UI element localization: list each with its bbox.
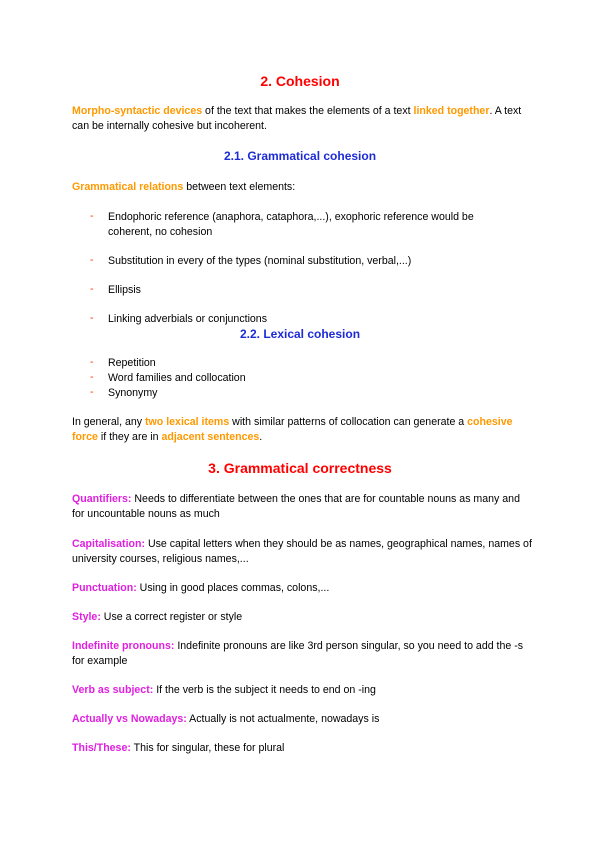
- list-item: Synonymy: [108, 387, 158, 399]
- grammatical-relations-lead: [72, 180, 532, 195]
- entry-text: Actually is not actualmente, nowadays is: [186, 713, 380, 725]
- highlight-term: Morpho-syntactic devices: [72, 105, 203, 117]
- section-heading-grammatical-correctness: 3. Grammatical correctness: [208, 460, 392, 476]
- list-bullet: -: [90, 283, 94, 295]
- list-item: Endophoric reference (anaphora, cataphora,...), exophoric reference would be coherent, no cohesion: [108, 211, 474, 238]
- list-item: Word families and collocation: [108, 372, 246, 384]
- entry-text: Use a correct register or style: [100, 611, 243, 623]
- entry-text: Indefinite pronouns are like 3rd person singular, so you need to add the -s for example: [72, 640, 524, 667]
- text-run: .: [259, 431, 263, 443]
- entry-term: Punctuation:: [72, 582, 137, 594]
- text-run: . A text can be internally cohesive but incoherent.: [72, 105, 522, 132]
- entry-text: If the verb is the subject it needs to end on -ing: [153, 684, 376, 696]
- list-bullet: -: [90, 386, 94, 398]
- entry-text: This for singular, these for plural: [130, 742, 285, 754]
- correctness-entry: [72, 712, 532, 727]
- entry-term: Style:: [72, 611, 101, 623]
- correctness-entry: [72, 683, 532, 698]
- entry-term: Indefinite pronouns:: [72, 640, 175, 652]
- list-bullet: -: [90, 210, 94, 222]
- list-item: Repetition: [108, 357, 156, 369]
- correctness-entry: [72, 610, 532, 625]
- entry-term: This/These:: [72, 742, 131, 754]
- text-run: with similar patterns of collocation can generate a: [229, 416, 468, 428]
- text-run: In general, any: [72, 416, 146, 428]
- entry-term: Quantifiers:: [72, 493, 132, 505]
- correctness-entry: [72, 741, 532, 756]
- text-run: if they are in: [97, 431, 162, 443]
- highlight-term: adjacent sentences: [161, 431, 260, 443]
- list-bullet: -: [90, 312, 94, 324]
- highlight-term: two lexical items: [145, 416, 230, 428]
- correctness-entry: [72, 537, 532, 567]
- correctness-entry: [72, 581, 532, 596]
- list-bullet: -: [90, 356, 94, 368]
- list-item: Ellipsis: [108, 284, 141, 296]
- correctness-entry: [72, 492, 532, 522]
- correctness-entry: [72, 639, 532, 669]
- lexical-cohesion-paragraph: [72, 415, 532, 445]
- entry-term: Capitalisation:: [72, 538, 145, 550]
- entry-text: Using in good places commas, colons,...: [136, 582, 330, 594]
- list-item: Linking adverbials or conjunctions: [108, 313, 267, 325]
- section-heading-cohesion: 2. Cohesion: [260, 73, 340, 89]
- highlight-term: linked together: [413, 105, 490, 117]
- text-run: of the text that makes the elements of a text: [202, 105, 414, 117]
- highlight-term: cohesive force: [72, 416, 513, 443]
- text-run: between text elements:: [183, 181, 296, 193]
- entry-text: Use capital letters when they should be as names, geographical names, names of university courses, religious names,...: [72, 538, 532, 565]
- list-bullet: -: [90, 254, 94, 266]
- list-bullet: -: [90, 371, 94, 383]
- subheading-lexical-cohesion: 2.2. Lexical cohesion: [239, 327, 361, 341]
- entry-term: Verb as subject:: [72, 684, 154, 696]
- entry-term: Actually vs Nowadays:: [72, 713, 187, 725]
- entry-text: Needs to differentiate between the ones that are for countable nouns as many and for uncountable nouns as much: [72, 493, 520, 520]
- highlight-term: Grammatical relations: [72, 181, 184, 193]
- subheading-grammatical-cohesion: 2.1. Grammatical cohesion: [223, 149, 377, 163]
- list-item: Substitution in every of the types (nominal substitution, verbal,...): [108, 255, 412, 267]
- cohesion-intro-paragraph: [72, 104, 532, 134]
